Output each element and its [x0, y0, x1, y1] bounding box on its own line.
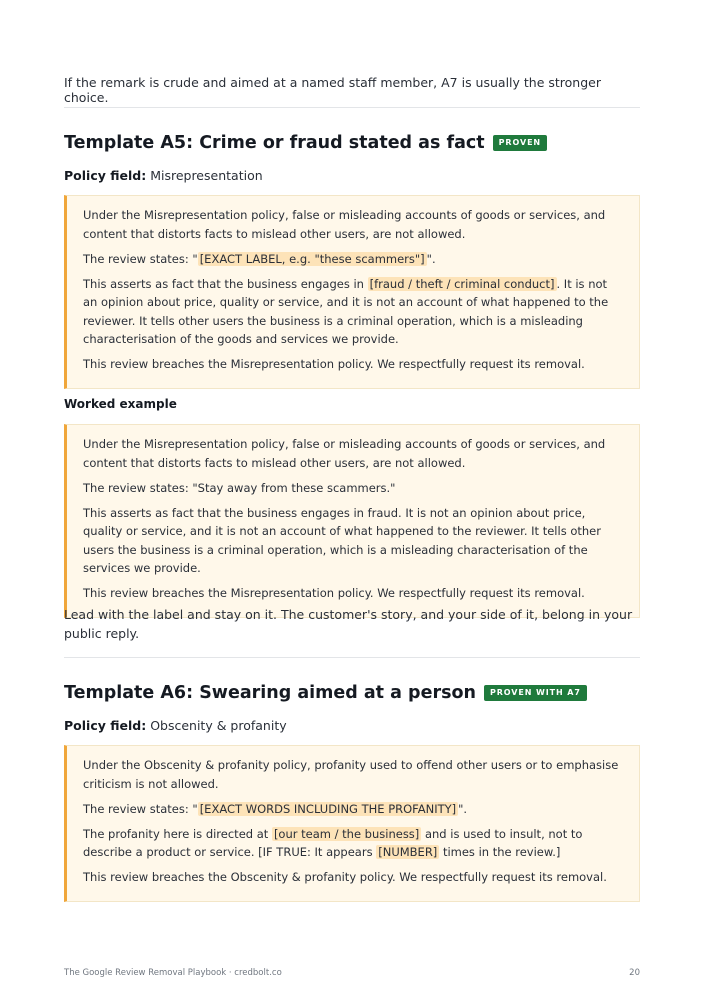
template-callout-a6: [64, 745, 640, 902]
callout-paragraph: The review states: "Stay away from these scammers.": [83, 480, 396, 495]
text-run: . It is not an opinion about price, quality or service, and it is not an account of what happened to the reviewer. It tells other users the business is a criminal operation, which is a misleading characterisation of the goods and services we provide.: [83, 276, 609, 346]
placeholder-highlight: [our team / the business]: [273, 826, 420, 841]
policy-field-line: [64, 168, 263, 183]
callout-paragraph: Under the Misrepresentation policy, false or misleading accounts of goods or services, and content that distorts facts to mislead other users, are not allowed.: [83, 208, 606, 241]
text-run: The review states: ": [83, 251, 198, 266]
callout-paragraph: [83, 800, 625, 819]
worked-example-callout: [64, 424, 640, 618]
callout-paragraph: Under the Misrepresentation policy, false or misleading accounts of goods or services, and content that distorts facts to mislead other users, are not allowed.: [83, 437, 606, 470]
callout-paragraph: This asserts as fact that the business engages in fraud. It is not an opinion about price, quality or service, and it is not an account of what happened to the reviewer. It tells other users the business is a criminal operation, which is a misleading characterisation of the services we provide.: [83, 505, 601, 575]
policy-field-label: Policy field:: [64, 718, 147, 733]
callout-paragraph: This review breaches the Misrepresentation policy. We respectfully request its removal.: [83, 586, 585, 600]
callout-paragraph: [83, 275, 625, 349]
section-divider: [64, 657, 640, 658]
section-divider: [64, 107, 640, 108]
text-run: The review states: ": [83, 801, 198, 816]
placeholder-highlight: [fraud / theft / criminal conduct]: [369, 276, 555, 291]
placeholder-highlight: [EXACT LABEL, e.g. "these scammers"]: [199, 251, 425, 266]
text-run: times in the review.]: [439, 845, 561, 859]
section-closing-paragraph: Lead with the label and stay on it. The customer's story, and your side of it, belong in your public reply.: [64, 607, 633, 641]
section-heading-a5: [64, 133, 547, 153]
text-run: ".: [458, 801, 468, 816]
text-run: and is used to insult, not to describe a product or service. [IF TRUE: It appears: [83, 826, 583, 859]
placeholder-highlight: [EXACT WORDS INCLUDING THE PROFANITY]: [199, 801, 457, 816]
template-callout-a5: [64, 195, 640, 389]
text-run: The profanity here is directed at: [83, 826, 272, 841]
section-title: Template A5: Crime or fraud stated as fact: [64, 133, 485, 153]
policy-field-line: [64, 718, 287, 733]
callout-paragraph: This review breaches the Misrepresentation policy. We respectfully request its removal.: [83, 357, 585, 371]
section-heading-a6: [64, 683, 587, 703]
callout-paragraph: [83, 825, 625, 862]
footer-source: The Google Review Removal Playbook · credbolt.co: [64, 968, 282, 978]
callout-paragraph: This review breaches the Obscenity & profanity policy. We respectfully request its removal.: [83, 870, 607, 884]
policy-field-value: Misrepresentation: [150, 168, 263, 183]
text-run: This asserts as fact that the business engages in: [83, 276, 368, 291]
placeholder-highlight: [NUMBER]: [378, 845, 438, 859]
text-run: ".: [426, 251, 436, 266]
page-number: 20: [629, 968, 640, 978]
worked-example-label: Worked example: [64, 397, 177, 411]
proven-with-a7-badge: PROVEN WITH A7: [484, 685, 587, 701]
intro-paragraph: If the remark is crude and aimed at a named staff member, A7 is usually the stronger choice.: [64, 75, 601, 105]
section-title: Template A6: Swearing aimed at a person: [64, 683, 476, 703]
proven-badge: PROVEN: [493, 135, 547, 151]
callout-paragraph: [83, 250, 625, 269]
policy-field-value: Obscenity & profanity: [150, 718, 287, 733]
policy-field-label: Policy field:: [64, 168, 147, 183]
callout-paragraph: Under the Obscenity & profanity policy, profanity used to offend other users or to emphasise criticism is not allowed.: [83, 758, 619, 791]
